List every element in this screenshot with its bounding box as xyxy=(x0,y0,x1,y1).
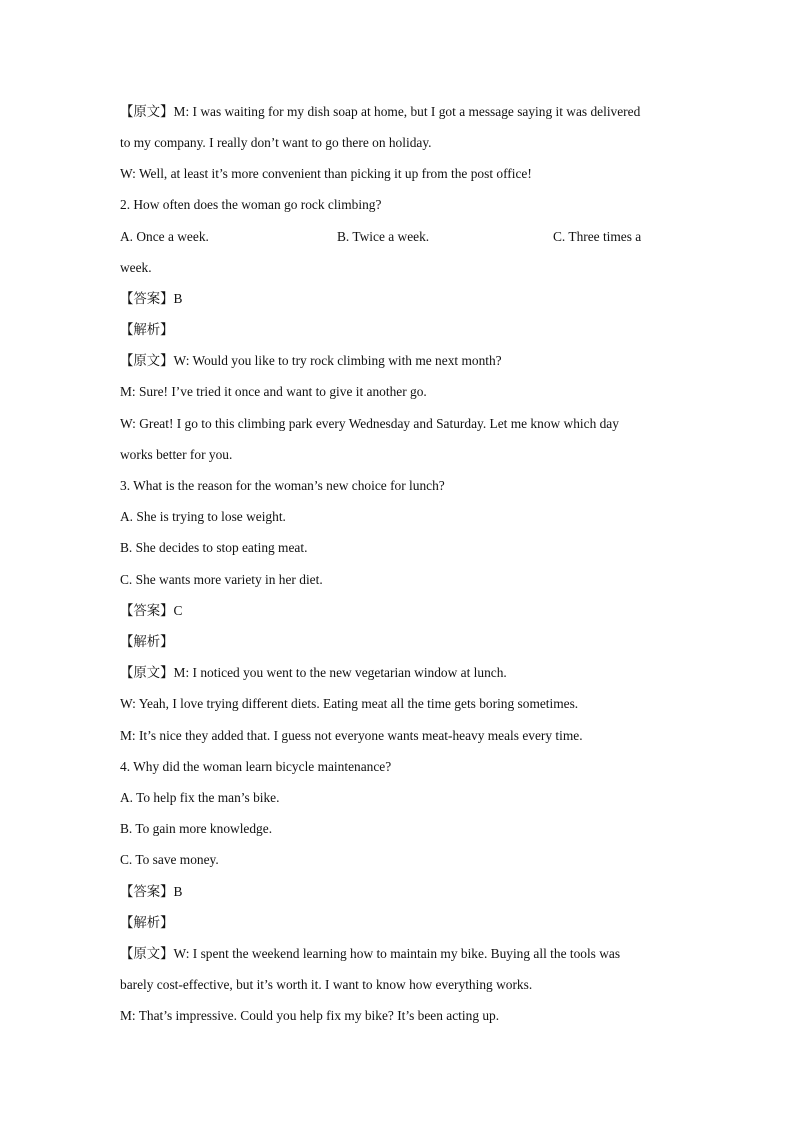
q4-option-b: B. To gain more knowledge. xyxy=(120,821,273,836)
question-3: 3. What is the reason for the woman’s new choice for lunch? xyxy=(120,478,445,493)
text-line: 【原文】W: Would you like to try rock climbing with me next month? xyxy=(120,353,502,368)
question-2: 2. How often does the woman go rock climbing? xyxy=(120,197,382,212)
text-line: 【原文】M: I noticed you went to the new vegetarian window at lunch. xyxy=(120,665,507,680)
q4-option-c: C. To save money. xyxy=(120,852,219,867)
q2-option-c: C. Three times a xyxy=(553,229,642,244)
q2-option-a: A. Once a week. xyxy=(120,229,209,244)
text-line: M: It’s nice they added that. I guess not everyone wants meat-heavy meals every time. xyxy=(120,728,583,743)
answer-label: 【答案】B xyxy=(120,291,183,306)
answer-label: 【答案】B xyxy=(120,884,183,899)
text-line: W: Well, at least it’s more convenient than picking it up from the post office! xyxy=(120,166,532,181)
analysis-label: 【解析】 xyxy=(120,915,174,930)
text-line: week. xyxy=(120,260,152,275)
text-line: 【原文】M: I was waiting for my dish soap at home, but I got a message saying it was delivered xyxy=(120,104,641,119)
text-line: W: Yeah, I love trying different diets. Eating meat all the time gets boring sometimes. xyxy=(120,696,579,711)
q4-option-a: A. To help fix the man’s bike. xyxy=(120,790,280,805)
text-line: M: Sure! I’ve tried it once and want to give it another go. xyxy=(120,384,427,399)
text-line: W: Great! I go to this climbing park every Wednesday and Saturday. Let me know which day xyxy=(120,416,619,431)
q3-option-c: C. She wants more variety in her diet. xyxy=(120,572,323,587)
analysis-label: 【解析】 xyxy=(120,322,174,337)
text-line: barely cost-effective, but it’s worth it. I want to know how everything works. xyxy=(120,977,533,992)
q3-option-a: A. She is trying to lose weight. xyxy=(120,509,286,524)
text-line: works better for you. xyxy=(120,447,233,462)
question-4: 4. Why did the woman learn bicycle maintenance? xyxy=(120,759,392,774)
text-line: to my company. I really don’t want to go there on holiday. xyxy=(120,135,432,150)
text-line: M: That’s impressive. Could you help fix my bike? It’s been acting up. xyxy=(120,1008,500,1023)
q2-option-b: B. Twice a week. xyxy=(337,229,430,244)
analysis-label: 【解析】 xyxy=(120,634,174,649)
text-line: 【原文】W: I spent the weekend learning how to maintain my bike. Buying all the tools was xyxy=(120,946,621,961)
answer-label: 【答案】C xyxy=(120,603,183,618)
q3-option-b: B. She decides to stop eating meat. xyxy=(120,540,308,555)
